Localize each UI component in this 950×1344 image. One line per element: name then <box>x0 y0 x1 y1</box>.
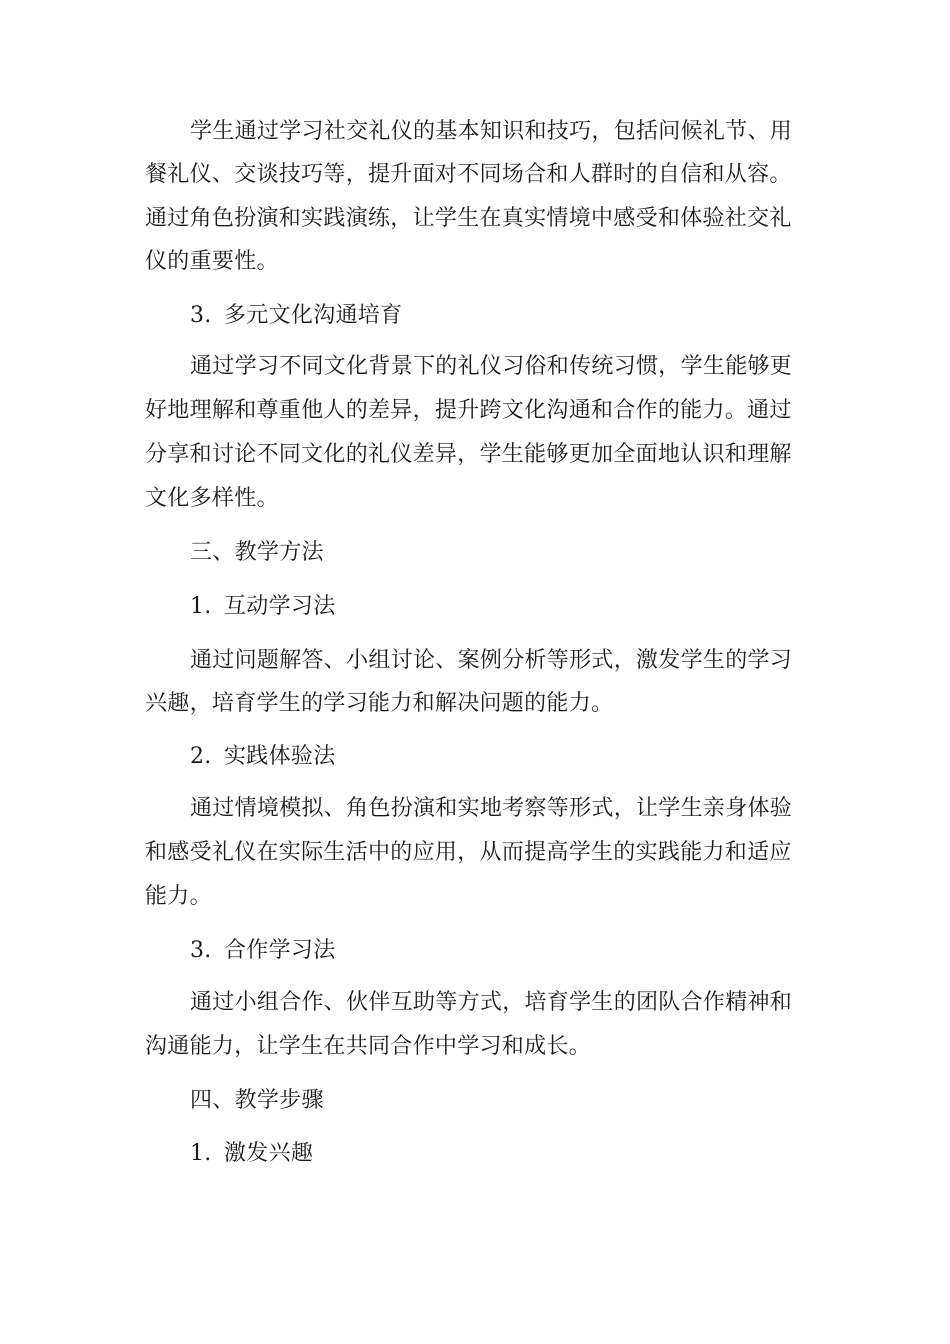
subheading <box>190 936 850 966</box>
subheading-number: 3. <box>190 303 212 328</box>
subheading <box>190 592 850 622</box>
paragraph-line: 通过问题解答、小组讨论、案例分析等形式，激发学生的学习 <box>190 648 793 673</box>
subheading <box>190 742 850 772</box>
subheading-text: 实践体验法 <box>224 744 336 769</box>
subheading-number: 1. <box>190 1141 212 1166</box>
paragraph-line: 好地理解和尊重他人的差异，提升跨文化沟通和合作的能力。通过 <box>145 398 792 423</box>
subheading-number: 2. <box>190 744 212 769</box>
subheading-number: 3. <box>190 938 212 963</box>
subheading-text: 多元文化沟通培育 <box>224 303 403 328</box>
paragraph-line: 兴趣，培育学生的学习能力和解决问题的能力。 <box>145 691 614 716</box>
paragraph-line: 分享和讨论不同文化的礼仪差异，学生能够更加全面地认识和理解 <box>145 442 792 467</box>
paragraph-line: 学生通过学习社交礼仪的基本知识和技巧，包括问候礼节、用 <box>190 119 793 144</box>
subheading-number: 1. <box>190 594 212 619</box>
subheading-text: 互动学习法 <box>224 594 336 619</box>
paragraph-line: 和感受礼仪在实际生活中的应用，从而提高学生的实践能力和适应 <box>145 840 792 865</box>
paragraph-line: 餐礼仪、交谈技巧等，提升面对不同场合和人群时的自信和从容。 <box>145 162 792 187</box>
paragraph-line: 通过角色扮演和实践演练，让学生在真实情境中感受和体验社交礼 <box>145 206 792 231</box>
paragraph-line: 仪的重要性。 <box>145 249 279 274</box>
paragraph-line: 通过小组合作、伙伴互助等方式，培育学生的团队合作精神和 <box>190 990 793 1015</box>
paragraph-line: 能力。 <box>145 884 212 909</box>
subheading <box>190 1139 850 1169</box>
paragraph-line: 沟通能力，让学生在共同合作中学习和成长。 <box>145 1034 592 1059</box>
subheading-text: 激发兴趣 <box>224 1141 314 1166</box>
section-heading: 三、教学方法 <box>190 540 324 565</box>
section-heading: 四、教学步骤 <box>190 1088 324 1113</box>
paragraph-line: 通过学习不同文化背景下的礼仪习俗和传统习惯，学生能够更 <box>190 354 793 379</box>
subheading-text: 合作学习法 <box>224 938 336 963</box>
paragraph-line: 文化多样性。 <box>145 486 279 511</box>
subheading <box>190 301 850 331</box>
paragraph-line: 通过情境模拟、角色扮演和实地考察等形式，让学生亲身体验 <box>190 796 793 821</box>
